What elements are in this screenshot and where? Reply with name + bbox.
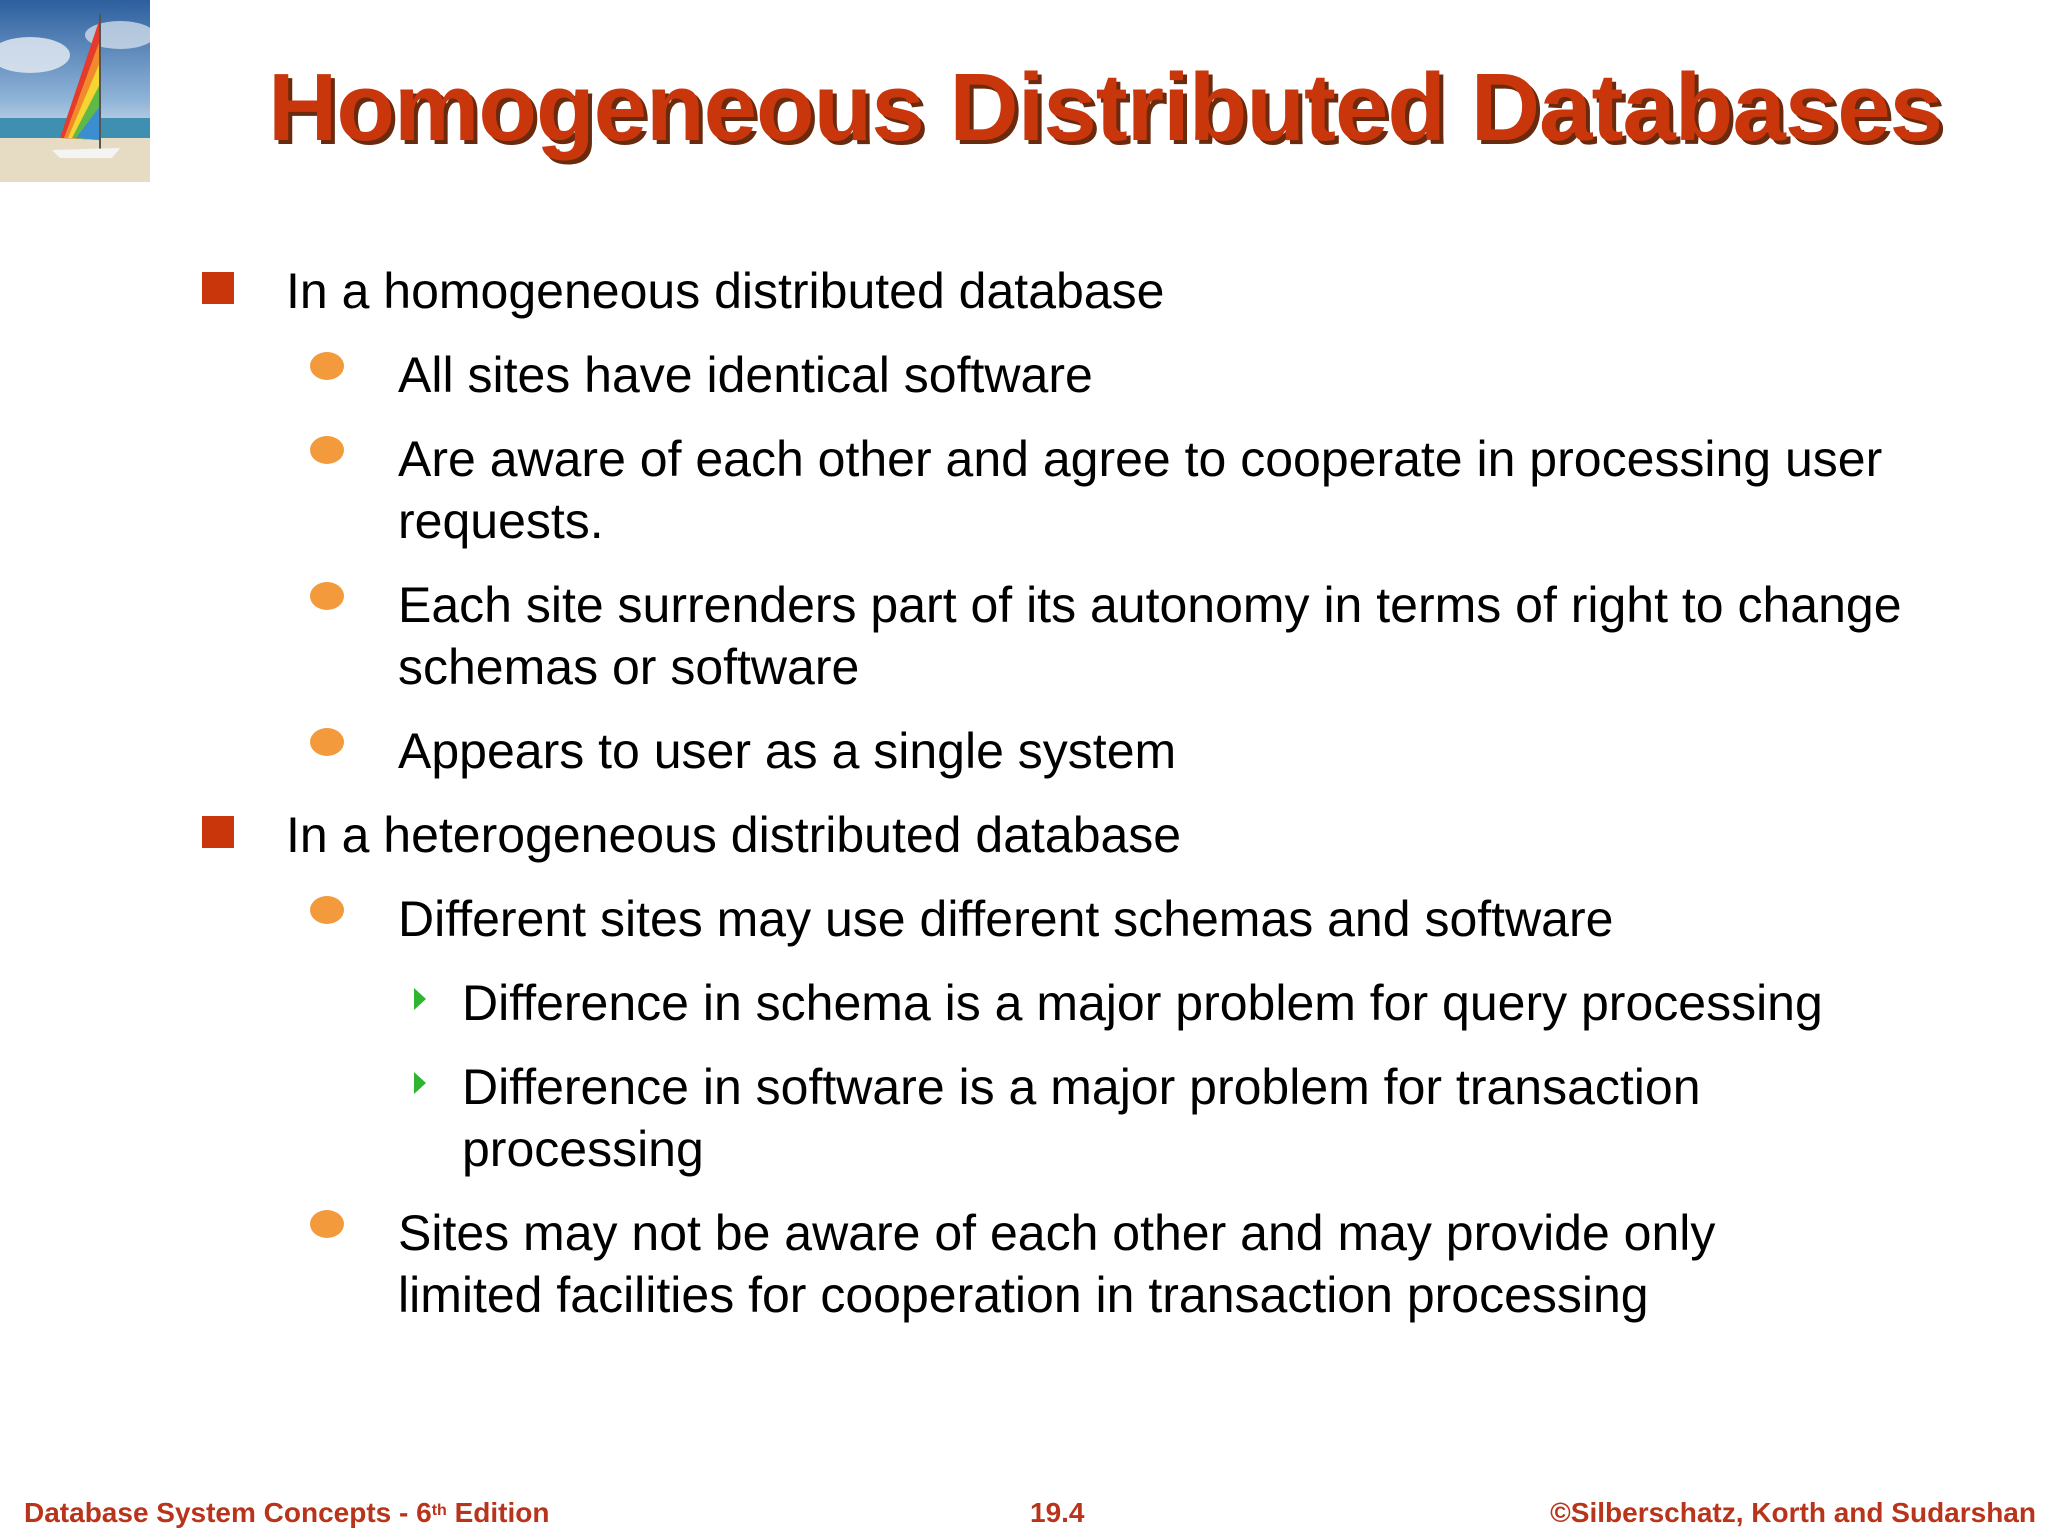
triangle-bullet-icon <box>414 1072 426 1094</box>
bullet-text: Different sites may use different schemas and software <box>398 891 1614 947</box>
square-bullet-icon <box>202 272 234 304</box>
slide-title: Homogeneous Distributed Databases <box>268 54 1942 161</box>
circle-bullet-icon <box>310 1210 344 1238</box>
square-bullet-icon <box>202 816 234 848</box>
bullet-text: Sites may not be aware of each other and may provide only limited facilities for cooperation in transaction processing <box>398 1205 1716 1323</box>
bullet-text: All sites have identical software <box>398 347 1093 403</box>
circle-bullet-icon <box>310 582 344 610</box>
circle-bullet-icon <box>310 352 344 380</box>
footer-copyright: ©Silberschatz, Korth and Sudarshan <box>1550 1497 2036 1528</box>
bullet-text: Difference in software is a major problem for transaction processing <box>462 1059 1701 1177</box>
bullet-text: Each site surrenders part of its autonomy in terms of right to change schemas or software <box>398 577 1902 695</box>
bullet-text: In a homogeneous distributed database <box>286 263 1165 319</box>
footer-book-title-prefix: Database System Concepts - 6 <box>24 1497 432 1528</box>
footer-book-title-suffix: Edition <box>446 1497 550 1528</box>
footer-edition-superscript: th <box>431 1502 447 1519</box>
bullet-text: Difference in schema is a major problem for query processing <box>462 975 1823 1031</box>
footer-book-title <box>24 1496 549 1530</box>
triangle-bullet-icon <box>414 988 426 1010</box>
bullet-text: In a heterogeneous distributed database <box>286 807 1182 863</box>
bullet-text: Are aware of each other and agree to cooperate in processing user requests. <box>398 431 1883 549</box>
bullet-text: Appears to user as a single system <box>398 723 1177 779</box>
circle-bullet-icon <box>310 728 344 756</box>
circle-bullet-icon <box>310 896 344 924</box>
footer-page-number: 19.4 <box>1030 1497 1085 1528</box>
circle-bullet-icon <box>310 436 344 464</box>
